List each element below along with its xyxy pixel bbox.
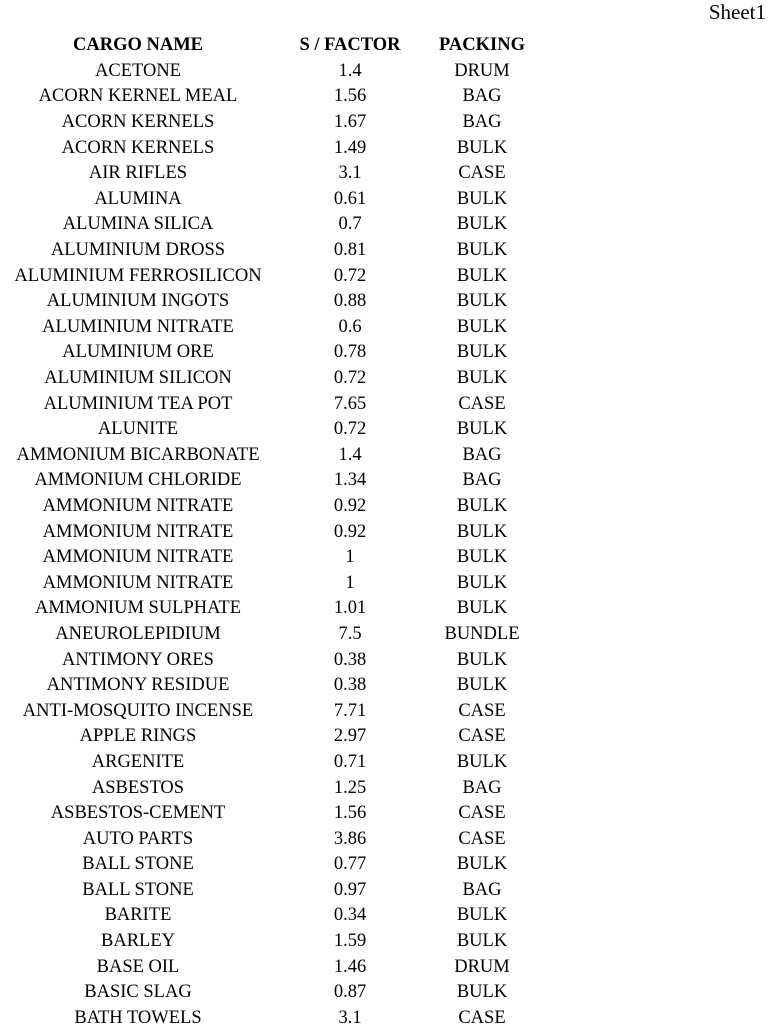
cargo-name-cell: AMMONIUM SULPHATE	[34, 598, 242, 619]
stowage-factor-cell: 0.72	[333, 368, 367, 389]
table-row	[0, 443, 540, 469]
cargo-name-cell: AIR RIFLES	[88, 163, 188, 184]
table-row	[0, 84, 540, 110]
packing-cell: BAG	[462, 879, 502, 900]
cargo-name-cell: ALUMINIUM SILICON	[44, 368, 232, 389]
table-row	[0, 545, 540, 571]
cargo-name-cell: ALUMINIUM INGOTS	[46, 291, 230, 312]
packing-cell: BULK	[456, 188, 508, 209]
table-row	[0, 724, 540, 750]
cargo-name-cell: ANTIMONY ORES	[62, 649, 214, 670]
stowage-factor-cell: 0.72	[333, 265, 367, 286]
packing-cell: CASE	[458, 393, 506, 414]
cargo-name-cell: ALUNITE	[97, 419, 179, 440]
cargo-name-cell: BALL STONE	[82, 854, 194, 875]
stowage-factor-cell: 0.77	[333, 854, 367, 875]
packing-cell: BAG	[462, 112, 502, 133]
stowage-factor-cell: 1.25	[333, 777, 367, 798]
cargo-name-cell: ASBESTOS	[91, 777, 185, 798]
packing-cell: BULK	[456, 982, 508, 1003]
stowage-factor-cell: 0.71	[333, 751, 367, 772]
stowage-factor-cell: 0.92	[333, 495, 367, 516]
stowage-factor-cell: 1	[345, 572, 355, 593]
cargo-name-cell: ASBESTOS-CEMENT	[50, 803, 226, 824]
table-row	[0, 1006, 540, 1031]
stowage-factor-cell: 2.97	[333, 726, 367, 747]
packing-cell: BULK	[456, 265, 508, 286]
column-header-packing: PACKING	[439, 35, 525, 56]
stowage-factor-cell: 1.4	[338, 444, 362, 465]
cargo-name-cell: BASE OIL	[96, 956, 180, 977]
cargo-name-cell: ACORN KERNELS	[61, 137, 215, 158]
column-header-stowage-factor: S / FACTOR	[299, 35, 401, 56]
table-row	[0, 340, 540, 366]
stowage-factor-cell: 0.61	[333, 188, 367, 209]
table-row	[0, 673, 540, 699]
packing-cell: BUNDLE	[444, 623, 520, 644]
packing-cell: CASE	[458, 163, 506, 184]
cargo-name-cell: BATH TOWELS	[74, 1007, 202, 1028]
cargo-name-cell: AMMONIUM CHLORIDE	[34, 470, 242, 491]
stowage-factor-cell: 0.87	[333, 982, 367, 1003]
packing-cell: CASE	[458, 828, 506, 849]
stowage-factor-cell: 0.72	[333, 419, 367, 440]
stowage-factor-cell: 0.81	[333, 240, 367, 261]
table-row	[0, 929, 540, 955]
column-header-cargo-name: CARGO NAME	[72, 35, 203, 56]
stowage-factor-cell: 0.7	[338, 214, 362, 235]
cargo-name-cell: ANTIMONY RESIDUE	[46, 675, 230, 696]
packing-cell: BULK	[456, 751, 508, 772]
table-row	[0, 698, 540, 724]
packing-cell: DRUM	[454, 956, 510, 977]
table-row	[0, 570, 540, 596]
cargo-name-cell: BARITE	[104, 905, 172, 926]
stowage-factor-cell: 3.86	[333, 828, 367, 849]
cargo-name-cell: ARGENITE	[91, 751, 185, 772]
packing-cell: CASE	[458, 726, 506, 747]
table-row	[0, 315, 540, 341]
packing-cell: BULK	[456, 931, 508, 952]
stowage-factor-cell: 1	[345, 547, 355, 568]
packing-cell: BULK	[456, 342, 508, 363]
stowage-factor-cell: 7.65	[333, 393, 367, 414]
stowage-factor-cell: 3.1	[338, 163, 362, 184]
table-row	[0, 852, 540, 878]
cargo-name-cell: ACETONE	[95, 60, 181, 81]
cargo-name-cell: ALUMINIUM FERROSILICON	[14, 265, 262, 286]
cargo-name-cell: ALUMINIUM NITRATE	[42, 316, 234, 337]
table-row	[0, 954, 540, 980]
cargo-table	[0, 33, 540, 1031]
cargo-name-cell: ACORN KERNEL MEAL	[38, 86, 238, 107]
stowage-factor-cell: 1.56	[333, 803, 367, 824]
table-row	[0, 135, 540, 161]
stowage-factor-cell: 1.01	[333, 598, 367, 619]
cargo-name-cell: BALL STONE	[82, 879, 194, 900]
packing-cell: BULK	[456, 598, 508, 619]
table-row	[0, 750, 540, 776]
packing-cell: BULK	[456, 521, 508, 542]
packing-cell: BULK	[456, 547, 508, 568]
cargo-name-cell: ALUMINIUM ORE	[62, 342, 214, 363]
cargo-name-cell: BARLEY	[101, 931, 175, 952]
stowage-factor-cell: 0.88	[333, 291, 367, 312]
table-header-row	[0, 33, 540, 59]
stowage-factor-cell: 0.38	[333, 649, 367, 670]
packing-cell: BULK	[456, 419, 508, 440]
stowage-factor-cell: 3.1	[338, 1007, 362, 1028]
stowage-factor-cell: 1.4	[338, 60, 362, 81]
packing-cell: CASE	[458, 700, 506, 721]
cargo-name-cell: BASIC SLAG	[84, 982, 192, 1003]
stowage-factor-cell: 7.5	[338, 623, 362, 644]
cargo-name-cell: ALUMINA SILICA	[62, 214, 214, 235]
table-row	[0, 59, 540, 85]
stowage-factor-cell: 0.78	[333, 342, 367, 363]
table-row	[0, 391, 540, 417]
packing-cell: BULK	[456, 291, 508, 312]
cargo-name-cell: AMMONIUM NITRATE	[42, 521, 234, 542]
stowage-factor-cell: 1.59	[333, 931, 367, 952]
packing-cell: BULK	[456, 495, 508, 516]
table-row	[0, 263, 540, 289]
table-row	[0, 596, 540, 622]
table-row	[0, 519, 540, 545]
stowage-factor-cell: 1.46	[333, 956, 367, 977]
sheet-title: Sheet1	[708, 0, 766, 24]
table-row	[0, 238, 540, 264]
table-row	[0, 161, 540, 187]
table-row	[0, 878, 540, 904]
packing-cell: BAG	[462, 86, 502, 107]
packing-cell: CASE	[458, 803, 506, 824]
packing-cell: BULK	[456, 137, 508, 158]
stowage-factor-cell: 1.56	[333, 86, 367, 107]
packing-cell: BULK	[456, 854, 508, 875]
table-row	[0, 903, 540, 929]
stowage-factor-cell: 0.92	[333, 521, 367, 542]
cargo-name-cell: APPLE RINGS	[79, 726, 197, 747]
table-row	[0, 110, 540, 136]
packing-cell: BULK	[456, 316, 508, 337]
table-row	[0, 494, 540, 520]
table-row	[0, 622, 540, 648]
cargo-name-cell: AMMONIUM NITRATE	[42, 495, 234, 516]
packing-cell: BULK	[456, 572, 508, 593]
stowage-factor-cell: 0.38	[333, 675, 367, 696]
table-row	[0, 417, 540, 443]
stowage-factor-cell: 0.34	[333, 905, 367, 926]
table-row	[0, 647, 540, 673]
table-row	[0, 775, 540, 801]
table-row	[0, 212, 540, 238]
packing-cell: BAG	[462, 777, 502, 798]
cargo-name-cell: ANEUROLEPIDIUM	[55, 623, 221, 644]
table-row	[0, 366, 540, 392]
table-body	[0, 59, 540, 1031]
cargo-name-cell: ALUMINIUM DROSS	[50, 240, 226, 261]
packing-cell: BAG	[462, 470, 502, 491]
packing-cell: BULK	[456, 368, 508, 389]
packing-cell: BULK	[456, 240, 508, 261]
table-row	[0, 801, 540, 827]
cargo-name-cell: ACORN KERNELS	[61, 112, 215, 133]
table-row	[0, 468, 540, 494]
table-row	[0, 187, 540, 213]
cargo-name-cell: ANTI-MOSQUITO INCENSE	[22, 700, 254, 721]
stowage-factor-cell: 1.49	[333, 137, 367, 158]
cargo-name-cell: ALUMINA	[94, 188, 182, 209]
packing-cell: CASE	[458, 1007, 506, 1028]
packing-cell: DRUM	[454, 60, 510, 81]
stowage-factor-cell: 0.6	[338, 316, 362, 337]
cargo-name-cell: AMMONIUM NITRATE	[42, 547, 234, 568]
packing-cell: BULK	[456, 905, 508, 926]
stowage-factor-cell: 1.67	[333, 112, 367, 133]
table-row	[0, 289, 540, 315]
stowage-factor-cell: 0.97	[333, 879, 367, 900]
packing-cell: BULK	[456, 214, 508, 235]
stowage-factor-cell: 7.71	[333, 700, 367, 721]
table-row	[0, 980, 540, 1006]
packing-cell: BULK	[456, 675, 508, 696]
cargo-name-cell: AMMONIUM BICARBONATE	[16, 444, 260, 465]
cargo-name-cell: ALUMINIUM TEA POT	[43, 393, 233, 414]
cargo-name-cell: AMMONIUM NITRATE	[42, 572, 234, 593]
cargo-name-cell: AUTO PARTS	[82, 828, 194, 849]
stowage-factor-cell: 1.34	[333, 470, 367, 491]
packing-cell: BAG	[462, 444, 502, 465]
packing-cell: BULK	[456, 649, 508, 670]
table-row	[0, 826, 540, 852]
